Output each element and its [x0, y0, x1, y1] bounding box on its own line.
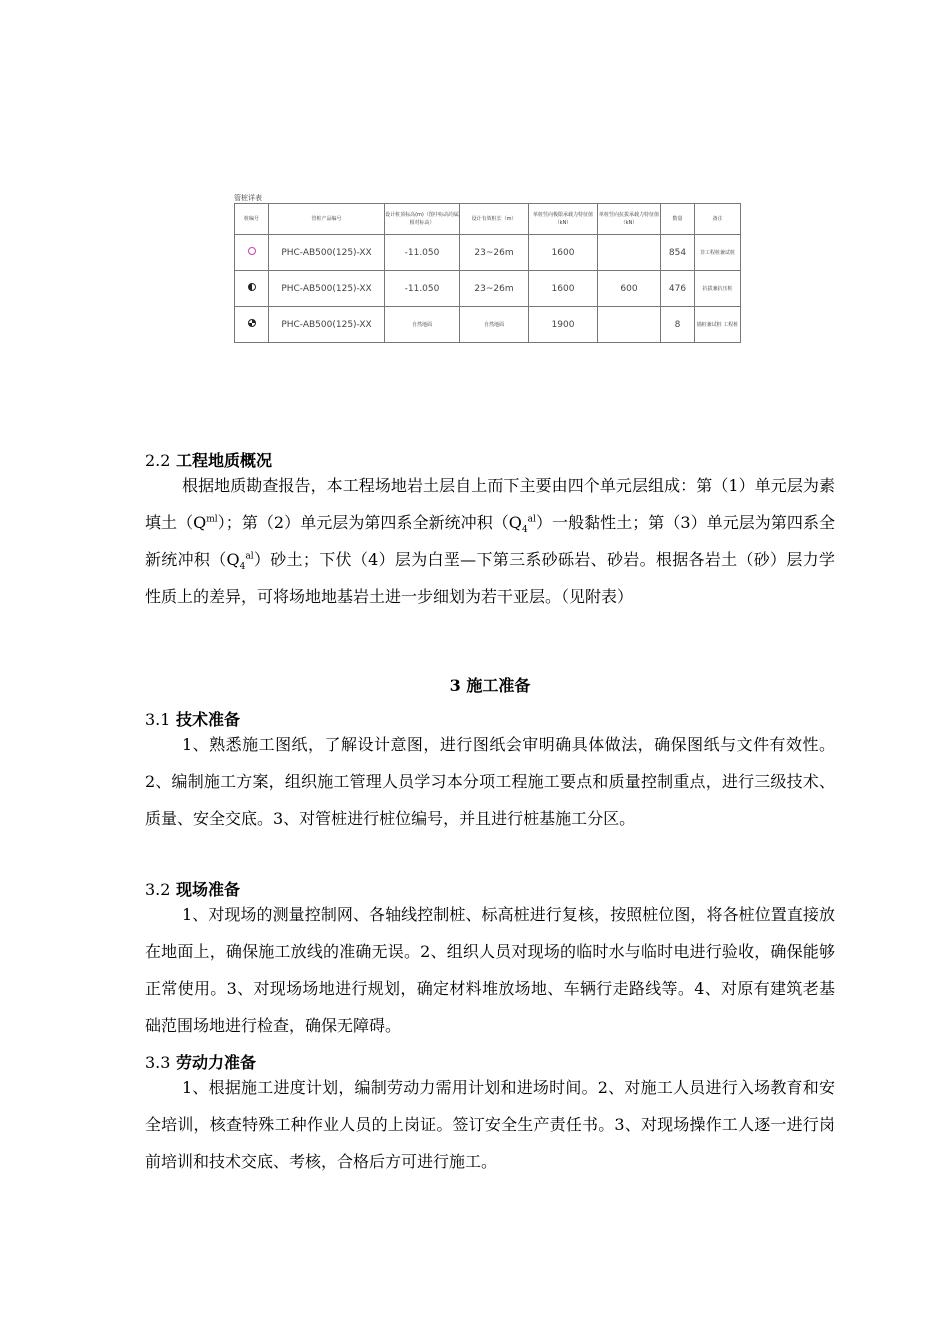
pile-table-caption: 管桩详表: [234, 194, 262, 202]
table-cell: 1600: [529, 235, 598, 271]
open-circle-icon: [248, 247, 256, 255]
pile-symbol-cell: [235, 235, 269, 271]
paragraph-text: ）；第（2）单元层为第四系全新统冲积（Q: [217, 513, 522, 532]
header-cell: 备注: [695, 204, 741, 235]
table-row: [235, 307, 741, 343]
header-cell: 数量: [661, 204, 695, 235]
section-title: 工程地质概况: [176, 451, 273, 470]
table-cell: 非工程桩兼试桩: [695, 235, 741, 271]
table-cell: -11.050: [385, 271, 460, 307]
section-3-2-paragraph: 1、对现场的测量控制网、各轴线控制桩、标高桩进行复核，按照桩位图，将各桩位置直接放在地面上，确保施工放线的准确无误。2、组织人员对现场的临时水与临时电进行验收，确保能够正常使用。3、对现场场地进行规划，确定材料堆放场地、车辆行走路线等。4、对原有建筑老基础范围场地进行检查，确保无障碍。: [145, 905, 835, 1035]
header-cell: 单桩竖向极限承载力特征值（kN）: [529, 204, 598, 235]
table-cell: 自然地面: [460, 307, 529, 343]
header-cell: 单桩竖向抗拔承载力特征值（kN）: [598, 204, 661, 235]
table-cell: [598, 235, 661, 271]
table-cell: 锚桩兼试桩 工程桩: [695, 307, 741, 343]
section-title: 现场准备: [176, 880, 241, 899]
section-number: 2.2: [145, 451, 171, 470]
superscript: al: [527, 514, 536, 525]
paragraph-text: ）一般黏性土；第（3）单元层为第四系全新统冲积（Q: [145, 513, 835, 569]
table-cell: 23~26m: [460, 271, 529, 307]
table-cell: PHC-AB500(125)-XX: [269, 307, 385, 343]
superscript: ml: [206, 514, 218, 525]
table-cell: [598, 307, 661, 343]
section-title: 技术准备: [176, 710, 241, 729]
quartered-circle-icon: [248, 319, 256, 327]
header-cell: 桩编号: [235, 204, 269, 235]
table-cell: 1900: [529, 307, 598, 343]
table-cell: 476: [661, 271, 695, 307]
header-cell: 设计有效桩长（m）: [460, 204, 529, 235]
paragraph-text: 根据地质勘查报告，本工程场地岩土层自上而下主要由四个单元层组成：第（1）单元层为素填土（Q: [145, 476, 835, 532]
section-number: 3.3: [145, 1053, 171, 1072]
section-3-3-paragraph: 1、根据施工进度计划，编制劳动力需用计划和进场时间。2、对施工人员进行入场教育和安全培训，核查特殊工种作业人员的上岗证。签订安全生产责任书。3、对现场操作工人逐一进行岗前培训和技术交底、考核，合格后方可进行施工。: [145, 1078, 835, 1171]
paragraph-text: ）砂土；下伏（4）层为白垩—下第三系砂砾岩、砂岩。根据各岩土（砂）层力学性质上的差异，可将场地地基岩土进一步细划为若干亚层。（见附表）: [145, 550, 835, 606]
chapter-3-heading: 3 施工准备: [449, 676, 531, 695]
section-number: 3.2: [145, 880, 171, 899]
subscript: 4: [239, 562, 246, 573]
section-3-1-paragraph: 1、熟悉施工图纸，了解设计意图，进行图纸会审明确具体做法，确保图纸与文件有效性。2、编制施工方案，组织施工管理人员学习本分项工程施工要点和质量控制重点，进行三级技术、质量、安全交底。3、对管桩进行桩位编号，并且进行桩基施工分区。: [145, 735, 835, 828]
superscript: al: [245, 551, 254, 562]
table-cell: 854: [661, 235, 695, 271]
table-cell: 自然地面: [385, 307, 460, 343]
table-cell: 23~26m: [460, 235, 529, 271]
pile-symbol-cell: [235, 307, 269, 343]
table-cell: PHC-AB500(125)-XX: [269, 271, 385, 307]
section-title: 劳动力准备: [176, 1053, 257, 1072]
table-cell: 抗拔兼抗压桩: [695, 271, 741, 307]
table-row: [235, 271, 741, 307]
pile-table-header-row: [235, 204, 741, 235]
header-cell: 管桩产品编号: [269, 204, 385, 235]
pile-symbol-cell: [235, 271, 269, 307]
table-cell: PHC-AB500(125)-XX: [269, 235, 385, 271]
header-cell: 设计桩顶标高(m)（图中标高均属相对标高）: [385, 204, 460, 235]
table-row: [235, 235, 741, 271]
table-cell: 8: [661, 307, 695, 343]
section-2-2-paragraph: [145, 467, 835, 615]
pile-table: [234, 203, 741, 343]
subscript: 4: [521, 525, 528, 536]
section-number: 3.1: [145, 710, 171, 729]
table-cell: 1600: [529, 271, 598, 307]
table-cell: -11.050: [385, 235, 460, 271]
table-cell: 600: [598, 271, 661, 307]
half-filled-circle-icon: [248, 283, 256, 291]
